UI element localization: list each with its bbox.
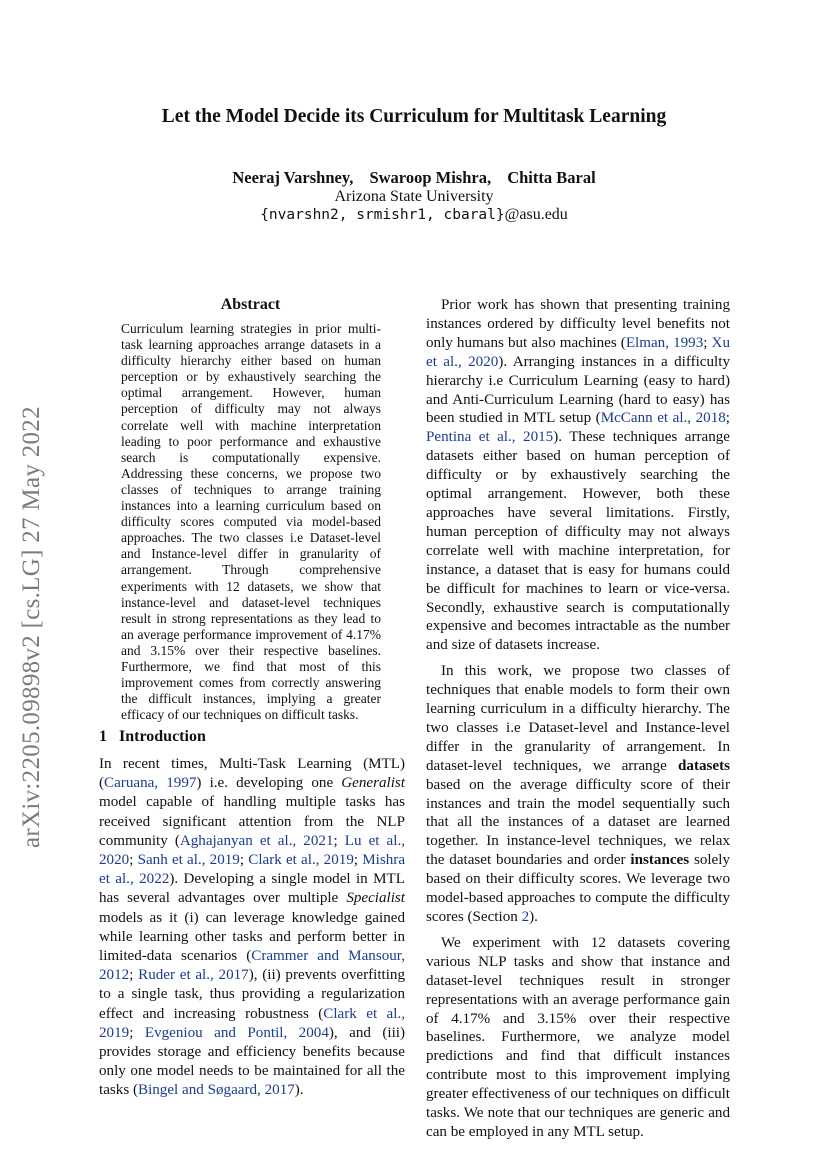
text-run: solely based on their difficulty scores. We leverage two model-based approaches to compute the difficulty scores (Section xyxy=(426,852,730,925)
author-name: Neeraj Varshney, xyxy=(232,168,354,187)
text-run: ; xyxy=(129,967,139,984)
text-run: ). Developing a single model in MTL has several advantages over multiple xyxy=(99,871,405,907)
text-run: ) i.e. developing one xyxy=(196,775,342,792)
citation-link[interactable]: Evgeniou and Pontil, 2004 xyxy=(144,1024,329,1041)
author-list xyxy=(0,168,828,188)
arxiv-watermark: arXiv:2205.09898v2 [cs.LG] 27 May 2022 xyxy=(18,406,45,848)
text-run: Prior work has shown that presenting training instances ordered by difficulty level benefits not only humans but also machines ( xyxy=(426,297,730,351)
citation-link[interactable]: Clark et al., 2019 xyxy=(248,852,354,869)
text-run: ; xyxy=(353,852,363,869)
citation-link[interactable]: McCann et al., 2018 xyxy=(600,410,726,427)
bold-term: datasets xyxy=(678,757,730,774)
text-run: model capable of handling multiple tasks has received significant attention from the NLP community ( xyxy=(99,794,405,849)
section-title: Introduction xyxy=(119,728,206,745)
email-users: {nvarshn2, srmishr1, cbaral} xyxy=(260,207,505,223)
citation-link[interactable]: Elman, 1993 xyxy=(625,334,704,351)
paper-title: Let the Model Decide its Curriculum for Multitask Learning xyxy=(161,106,667,127)
emphasis: Specialist xyxy=(346,890,405,907)
text-run: ), and (iii) provides storage and efficiency benefits because only one model needs to be maintained for all the tasks ( xyxy=(99,1024,406,1099)
citation-link[interactable]: Mishra et al., 2022 xyxy=(99,852,406,888)
bold-term: instances xyxy=(630,852,690,869)
citation-link[interactable]: Ruder et al., 2017 xyxy=(138,967,249,984)
author-name: Swaroop Mishra, xyxy=(369,168,492,187)
text-run: ; xyxy=(239,852,249,869)
author-emails xyxy=(0,206,828,224)
citation-link[interactable]: Pentina et al., 2015 xyxy=(426,429,554,446)
abstract-text: Curriculum learning strategies in prior multi-task learning approaches arrange datasets in a difficulty hierarchy either based on human perception or by exhaustively searching the optimal arrangement. However, human perception of difficulty may not always correlate well with machine interpretation leading to poor performance and exhaustive search is computationally expensive. Addressing these concerns, we propose two classes of techniques to arrange training instances into a learning curriculum based on difficulty scores computed via model-based approaches. The two classes i.e Dataset-level and Instance-level differ in granularity of arrangement. Through comprehensive experiments with 12 datasets, we show that instance-level and dataset-level techniques result in strong representations as they lead to an average performance improvement of 4.17% and 3.15% over their respective baselines. Furthermore, we find that most of this improvement comes from correctly answering the difficult instances, implying a greater efficacy of our techniques on difficult tasks. xyxy=(121,321,381,723)
text-run: ; xyxy=(129,1024,145,1041)
author-name: Chitta Baral xyxy=(507,168,596,187)
text-run: In this work, we propose two classes of techniques that enable models to form their own learning curriculum in a difficulty hierarchy. The two classes i.e Dataset-level and Instance-level differ in the granularity of arrangement. In dataset-level techniques, we arrange xyxy=(426,663,730,774)
text-run: ; xyxy=(725,410,730,427)
text-run: based on the average difficulty score of their instances and train the model sequentially such that all the instances of a dataset are learned together. In instance-level techniques, we relax the dataset boundaries and order xyxy=(426,776,730,869)
email-domain: @asu.edu xyxy=(504,206,568,223)
introduction-body xyxy=(99,755,405,1101)
text-run: models as it (i) can leverage knowledge gained while learning other tasks and perform better in limited-data scenarios ( xyxy=(99,909,405,965)
emphasis: Generalist xyxy=(341,775,406,792)
abstract-body xyxy=(121,321,381,723)
citation-link[interactable]: Aghajanyan et al., 2021 xyxy=(179,832,334,849)
text-run: ). These techniques arrange datasets either based on human perception of difficulty or by exhaustively searching the optimal arrangement. However, both these approaches have several limitations. Firstly, human perception of difficulty may not always correlate well with machine interpretation, for instance, a dataset that is easy for humans could be difficult for machines to learn or vice-versa. Secondly, exhaustive search is computationally expensive and becomes intractable as the number and size of datasets increase. xyxy=(426,429,730,654)
paragraph xyxy=(426,662,730,927)
citation-link[interactable]: Crammer and Mansour, 2012 xyxy=(99,948,405,984)
text-run: ). xyxy=(529,909,538,925)
citation-link[interactable]: Clark et al., 2019 xyxy=(99,1005,405,1041)
citation-link[interactable]: Lu et al., 2020 xyxy=(99,832,405,869)
text-run: ). xyxy=(294,1082,304,1099)
paragraph xyxy=(426,296,730,655)
abstract-heading: Abstract xyxy=(220,296,281,313)
right-column xyxy=(426,296,730,1149)
section-number: 1 xyxy=(99,728,107,745)
affiliation: Arizona State University xyxy=(334,188,494,205)
text-run: ; xyxy=(129,852,138,869)
citation-link[interactable]: Sanh et al., 2019 xyxy=(137,852,240,869)
citation-link[interactable]: Bingel and Søgaard, 2017 xyxy=(138,1082,295,1099)
text-run: ). Arranging instances in a difficulty hierarchy i.e Curriculum Learning (easy to hard) and Anti-Curriculum Learning (hard to easy) has been studied in MTL setup ( xyxy=(426,353,730,427)
section-link[interactable]: 2 xyxy=(521,909,530,925)
citation-link[interactable]: Xu et al., 2020 xyxy=(426,334,730,370)
paragraph: We experiment with 12 datasets covering various NLP tasks and show that instance and dataset-level techniques result in stronger representations with an average performance gain of 4.17% and 3.15% over their respective baselines. Furthermore, we analyze model predictions and find that difficult instances contribute most to this improvement implying greater effectiveness of our techniques on difficult tasks. We note that our techniques are generic and can be employed in any MTL setup. xyxy=(426,934,730,1140)
text-run: ), (ii) prevents overfitting to a single task, thus providing a regularization effect and increasing robustness ( xyxy=(99,967,405,1022)
text-run: ; xyxy=(333,832,345,849)
citation-link[interactable]: Caruana, 1997 xyxy=(104,775,197,792)
text-run: ; xyxy=(703,334,712,351)
paragraph xyxy=(99,755,405,1101)
section-heading xyxy=(99,728,206,746)
text-run: In recent times, Multi-Task Learning (MTL) ( xyxy=(99,756,405,792)
